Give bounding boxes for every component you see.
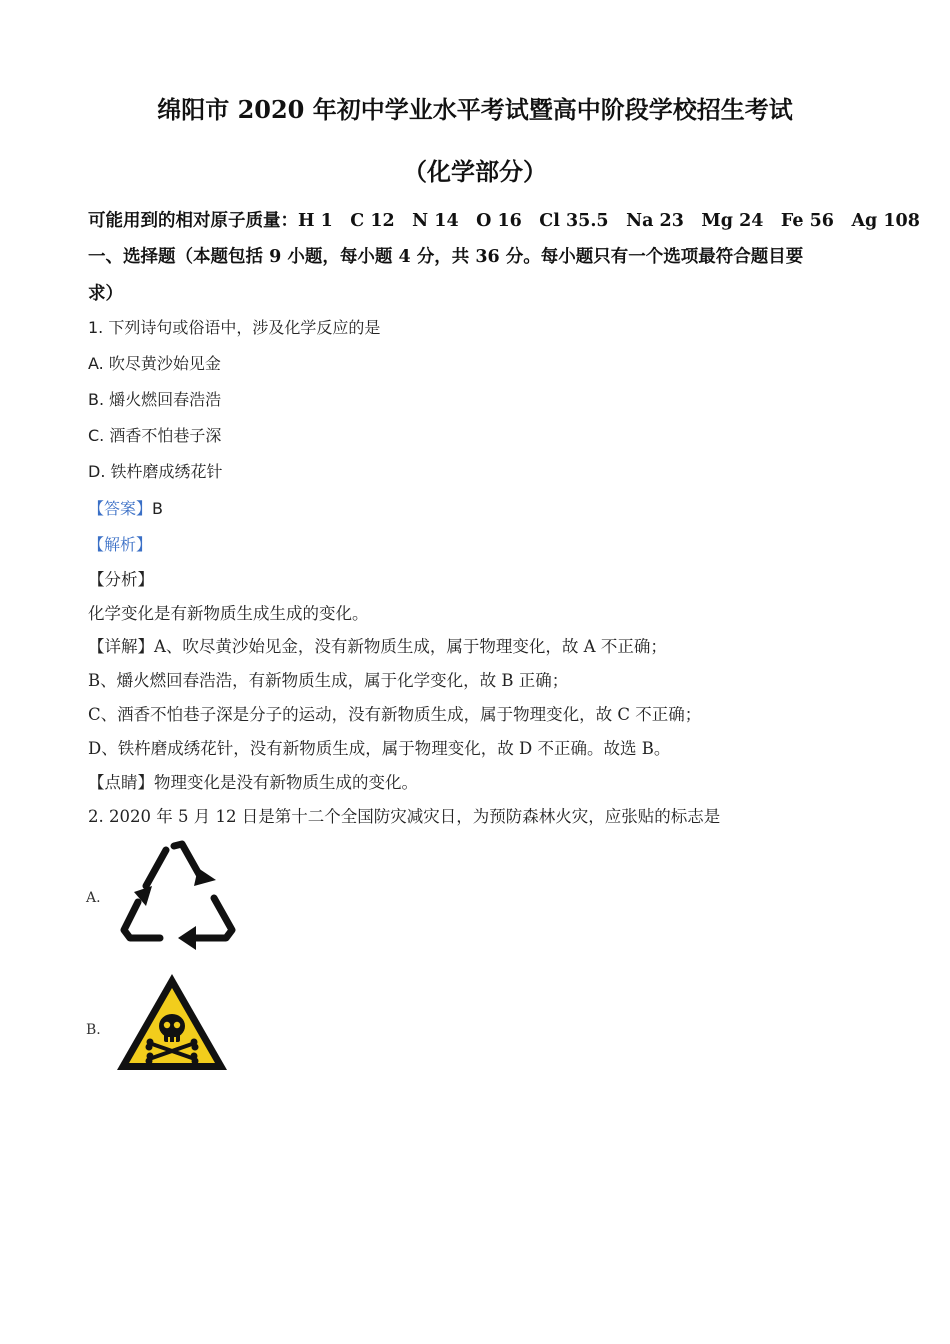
question-2-option-b-letter: B. bbox=[86, 1022, 101, 1038]
recycling-symbol-icon bbox=[116, 840, 240, 952]
question-1-option-a: A. 吹尽黄沙始见金 bbox=[88, 354, 221, 373]
exam-title: 绵阳市 2020 年初中学业水平考试暨高中阶段学校招生考试 bbox=[157, 95, 793, 124]
atomic-masses: 可能用到的相对原子质量：H 1 C 12 N 14 O 16 Cl 35.5 Na 23 Mg 24 Fe 56 Ag 108 bbox=[88, 211, 920, 231]
section-heading-line2: 求） bbox=[88, 284, 123, 304]
detail-line-b: B、爝火燃回春浩浩，有新物质生成，属于化学变化，故 B 正确； bbox=[88, 671, 569, 690]
question-1-option-b: B. 爝火燃回春浩浩 bbox=[88, 390, 222, 409]
detail-line-a: 【详解】A、吹尽黄沙始见金，没有新物质生成，属于物理变化，故 A 不正确； bbox=[88, 637, 667, 656]
detail-line-c: C、酒香不怕巷子深是分子的运动，没有新物质生成，属于物理变化，故 C 不正确； bbox=[88, 705, 702, 724]
toxic-warning-icon bbox=[114, 970, 230, 1074]
answer-row bbox=[88, 496, 163, 519]
question-2-stem: 2. 2020 年 5 月 12 日是第十二个全国防灾减灾日，为预防森林火灾，应张贴的标志是 bbox=[88, 807, 721, 826]
fenxi-tag: 【分析】 bbox=[88, 570, 154, 589]
exam-subtitle: （化学部分） bbox=[403, 157, 547, 186]
section-heading-line1: 一、选择题（本题包括 9 小题，每小题 4 分，共 36 分。每小题只有一个选项最符合题目要 bbox=[88, 247, 804, 267]
fenxi-text: 化学变化是有新物质生成生成的变化。 bbox=[88, 604, 369, 623]
question-1-option-d: D. 铁杵磨成绣花针 bbox=[88, 462, 223, 481]
answer-value: B bbox=[152, 499, 163, 518]
question-1-stem: 1. 下列诗句或俗语中，涉及化学反应的是 bbox=[88, 318, 381, 337]
answer-tag: 【答案】 bbox=[88, 499, 153, 518]
detail-line-d: D、铁杵磨成绣花针，没有新物质生成，属于物理变化，故 D 不正确。故选 B。 bbox=[88, 739, 671, 758]
dianjing-text: 【点睛】物理变化是没有新物质生成的变化。 bbox=[88, 773, 418, 792]
analysis-tag: 【解析】 bbox=[88, 535, 153, 554]
question-1-option-c: C. 酒香不怕巷子深 bbox=[88, 426, 222, 445]
question-2-option-a-letter: A. bbox=[86, 890, 101, 906]
